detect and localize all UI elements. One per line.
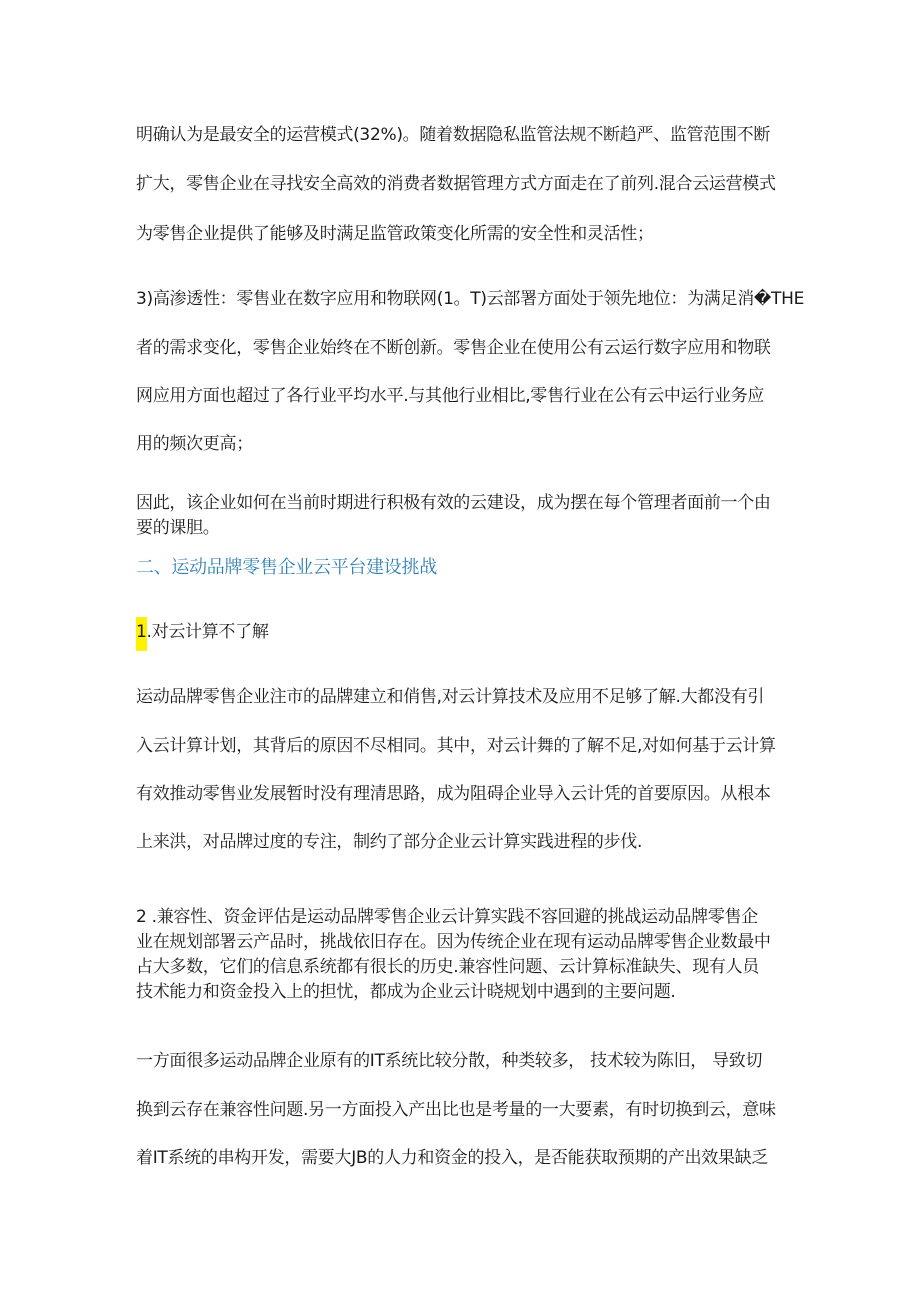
highlight-marker: 1 — [136, 617, 147, 651]
text-line: 扩大，零售企业在寻找安全高效的消费者数据管理方式方面走在了前列.混合云运营模式 — [136, 174, 776, 194]
text-line: 有效推动零售业发展暂时没有理清思路，成为阻碍企业导入云计凭的首要原因。从根本 — [136, 784, 771, 804]
text-line: 为零售企业提供了能够及时满足监管政策变化所需的安全性和灵活性； — [136, 224, 654, 244]
text-line: 占大多数，它们的信息系统都有很长的历史.兼容性问题、云计算标准缺失、现有人员 — [136, 957, 760, 977]
subheading-text: .对云计算不了解 — [146, 622, 269, 642]
text-line: 着IT系统的串构开发，需要大JB的人力和资金的投入，是否能获取预期的产出效果缺乏 — [136, 1148, 769, 1168]
text-line: 因此，该企业如何在当前时期进行积极有效的云建设，成为摆在每个管理者面前一个由 — [136, 493, 771, 513]
text-line: 网应用方面也超过了各行业平均水平.与其他行业相比,零售行业在公有云中运行业务应 — [136, 386, 765, 406]
text-line: 者的需求变化，零售企业始终在不断创新。零售企业在使用公有云运行数字应用和物联 — [136, 338, 771, 358]
text-line: 运动品牌零售企业注市的品牌建立和俏售,对云计算技术及应用不足够了解.大都没有引 — [136, 687, 765, 707]
text-line: 业在规划部署云产品时，挑战依旧存在。因为传统企业在现有运动品牌零售企业数最中 — [136, 932, 771, 952]
text-line: 3)高渗透性：零售业在数字应用和物联网(1。T)云部署方面处于领先地位：为满足消�THE — [136, 289, 805, 309]
text-line: 明确认为是最安全的运营模式(32%)。随着数据隐私监管法规不断趋严、监管范围不断 — [136, 125, 771, 145]
text-line: 上来洪，对品牌过度的专注，制约了部分企业云计算实践进程的步伐. — [136, 832, 643, 852]
section-heading: 二、运动品牌零售企业云平台建设挑战 — [136, 557, 437, 578]
subheading — [136, 621, 269, 643]
text-line: 用的频次更高； — [136, 434, 253, 454]
text-line: 一方面很多运动品牌企业原有的IT系统比较分散，种类较多， 技术较为陈旧， 导致切 — [136, 1051, 763, 1071]
text-line: 换到云存在兼容性问题.另一方面投入产出比也是考量的一大要素，有时切换到云，意味 — [136, 1100, 776, 1120]
text-line: 入云计算计划，其背后的原因不尽相同。其中，对云计舞的了解不足,对如何基于云计算 — [136, 736, 776, 756]
text-line: 2 .兼容性、资金评估是运动品牌零售企业云计算实践不容回避的挑战运动品牌零售企 — [136, 907, 758, 927]
text-line: 要的课胆。 — [136, 518, 220, 538]
text-line: 技术能力和资金投入上的担忧，都成为企业云计晓规划中遇到的主要问题. — [136, 982, 676, 1002]
